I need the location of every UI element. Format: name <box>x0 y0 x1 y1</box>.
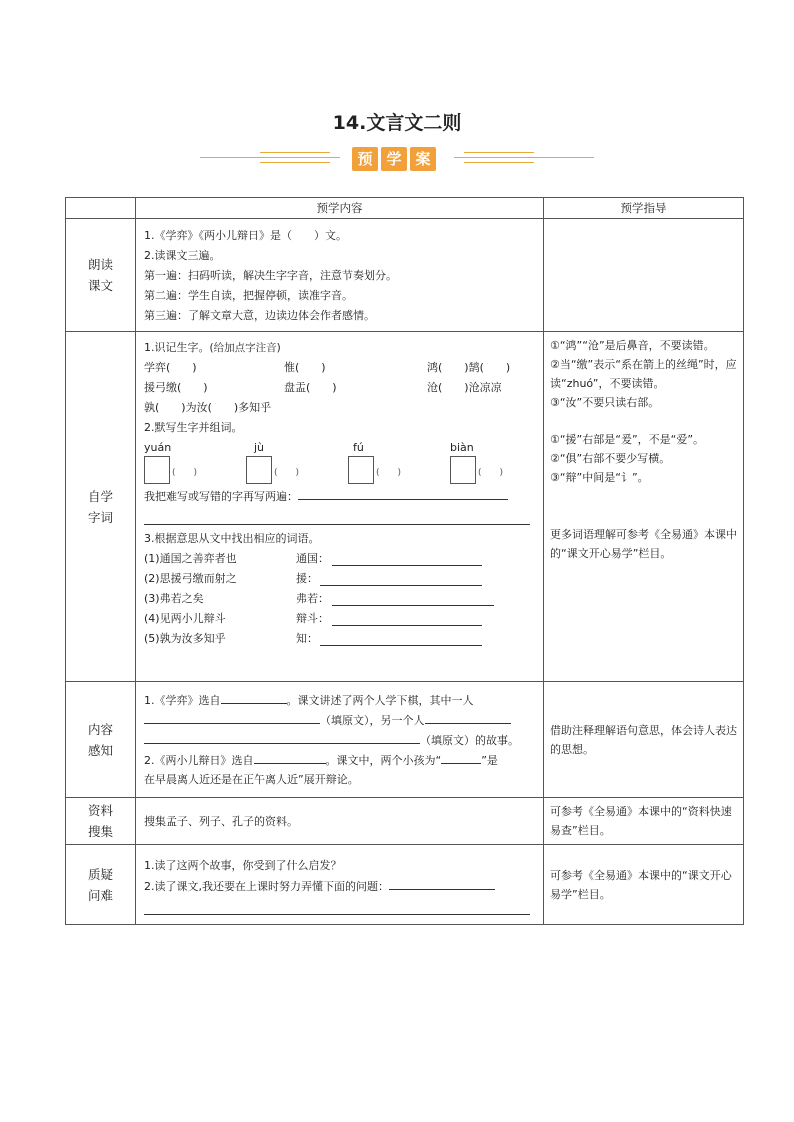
perception-guide: 借助注释理解语句意思，体会诗人表达的思想。 <box>544 682 744 798</box>
phrase-blank[interactable] <box>320 632 482 646</box>
banner-badge: 预 <box>352 147 378 171</box>
resources-content: 搜集孟子、列子、孔子的资料。 <box>136 798 544 845</box>
phrase-row: (3)弗若之矣 弗若： <box>144 589 535 609</box>
reading-line: 第三遍：了解文章大意，边读边体会作者感情。 <box>144 308 375 322</box>
guide-note: ①“鸿”“沧”是后鼻音，不要读错。 <box>550 339 715 352</box>
resources-guide: 可参考《全易通》本课中的“资料快速易查”栏目。 <box>544 798 744 845</box>
vocab-item3-title: 3.根据意思从文中找出相应的词语。 <box>144 532 320 545</box>
fill-blank[interactable] <box>254 750 326 764</box>
vocab-guide <box>544 332 744 682</box>
phrase-blank[interactable] <box>332 552 482 566</box>
rewrite-line[interactable] <box>144 506 530 525</box>
row-reading <box>66 219 744 332</box>
vocab-content <box>136 332 544 682</box>
rewrite-label: 我把难写或写错的字再写两遍： <box>144 490 298 503</box>
row-perception <box>66 682 744 798</box>
char-item: 盘盂( ) <box>284 381 337 394</box>
phrase-blank[interactable] <box>320 572 482 586</box>
write-box[interactable] <box>246 456 272 484</box>
guide-note: ②当“缴”表示“系在箭上的丝绳”时，应读“zhuó”，不要读错。 <box>550 358 737 390</box>
reading-line: 第二遍：学生自读，把握停顿，读准字音。 <box>144 288 353 302</box>
char-item: 惟( ) <box>284 361 326 374</box>
row-label-reading: 朗读课文 <box>66 219 136 332</box>
row-label-resources: 资料搜集 <box>66 798 136 845</box>
row-label-perception: 内容感知 <box>66 682 136 798</box>
word-paren: ( ) <box>172 468 198 478</box>
write-box[interactable] <box>450 456 476 484</box>
header-empty <box>66 198 136 219</box>
phrase-row: (1)通国之善弈者也 通国： <box>144 549 535 569</box>
pinyin-label: yuán <box>144 441 172 454</box>
guide-note: 更多词语理解可参考《全易通》本课中的“课文开心易学”栏目。 <box>550 528 737 560</box>
header-content: 预学内容 <box>136 198 544 219</box>
question-line[interactable] <box>144 896 530 915</box>
questions-content: 1.读了这两个故事，你受到了什么启发？ 2.读了课文,我还要在上课时努力弄懂下面的问题： <box>136 845 544 925</box>
guide-note: ③“辩”中间是“讠”。 <box>550 471 649 484</box>
questions-guide: 可参考《全易通》本课中的“课文开心易学”栏目。 <box>544 845 744 925</box>
reading-line: 1.《学弈》《两小儿辩日》是（ ）文。 <box>144 228 347 242</box>
write-box[interactable] <box>348 456 374 484</box>
char-item: 沧( )沧凉凉 <box>427 381 502 394</box>
phrase-blank[interactable] <box>332 612 482 626</box>
vocab-item1-hint: (给加点字注音) <box>209 342 281 354</box>
fill-blank[interactable] <box>441 750 481 764</box>
row-label-vocab: 自学字词 <box>66 332 136 682</box>
vocab-item2-title: 2.默写生字并组词。 <box>144 421 243 434</box>
word-paren: ( ) <box>376 468 402 478</box>
guide-note: ①“援”右部是“爰”，不是“爱”。 <box>550 433 705 446</box>
row-resources <box>66 798 744 845</box>
char-item: 援弓缴( ) <box>144 381 208 394</box>
guide-note: ②“俱”右部不要少写横。 <box>550 452 671 465</box>
fill-blank[interactable] <box>144 730 420 744</box>
reading-guide <box>544 219 744 332</box>
reading-line: 2.读课文三遍。 <box>144 248 221 262</box>
banner-right-lines <box>454 146 594 172</box>
reading-line: 第一遍：扫码听读，解决生字字音，注意节奏划分。 <box>144 268 397 282</box>
fill-blank[interactable] <box>144 710 320 724</box>
char-item: 学弈( ) <box>144 361 197 374</box>
phrase-row: (4)见两小儿辩斗 辩斗： <box>144 609 535 629</box>
section-banner <box>200 146 594 172</box>
header-guide: 预学指导 <box>544 198 744 219</box>
write-box[interactable] <box>144 456 170 484</box>
word-paren: ( ) <box>274 468 300 478</box>
reading-content <box>136 219 544 332</box>
pinyin-label: jù <box>254 441 265 454</box>
fill-blank[interactable] <box>425 710 511 724</box>
vocab-item1-title: 1.识记生字。 <box>144 341 210 354</box>
char-item: 鸿( )鹄( ) <box>427 361 511 374</box>
phrase-blank[interactable] <box>332 592 494 606</box>
study-table <box>65 197 744 925</box>
banner-left-lines <box>200 146 340 172</box>
fill-blank[interactable] <box>221 690 287 704</box>
guide-note: ③“汝”不要只读右部。 <box>550 396 660 409</box>
banner-badge: 学 <box>381 147 407 171</box>
pinyin-label: fú <box>353 441 364 454</box>
char-item: 孰( )为汝( )多知乎 <box>144 401 272 414</box>
fill-blank[interactable] <box>389 876 495 890</box>
word-paren: ( ) <box>478 468 504 478</box>
table-header-row <box>66 198 744 219</box>
phrase-row: (5)孰为汝多知乎 知： <box>144 629 535 649</box>
banner-badges <box>352 147 436 171</box>
perception-content: 1.《学弈》选自 。课文讲述了两个人学下棋，其中一人 （填原文），另一个人 （填原文）的故事。 2.《两小儿辩日》选自 。课文中，两个小孩为“ ”是 在早晨离人近还是在正午离人近”展开辩论。 <box>136 682 544 798</box>
banner-badge: 案 <box>410 147 436 171</box>
phrase-row: (2)思援弓缴而射之 援： <box>144 569 535 589</box>
pinyin-label: biàn <box>450 441 474 454</box>
row-vocab <box>66 332 744 682</box>
row-label-questions: 质疑问难 <box>66 845 136 925</box>
row-questions <box>66 845 744 925</box>
page-title: 14.文言文二则 <box>332 112 462 134</box>
rewrite-blank[interactable] <box>298 486 508 500</box>
